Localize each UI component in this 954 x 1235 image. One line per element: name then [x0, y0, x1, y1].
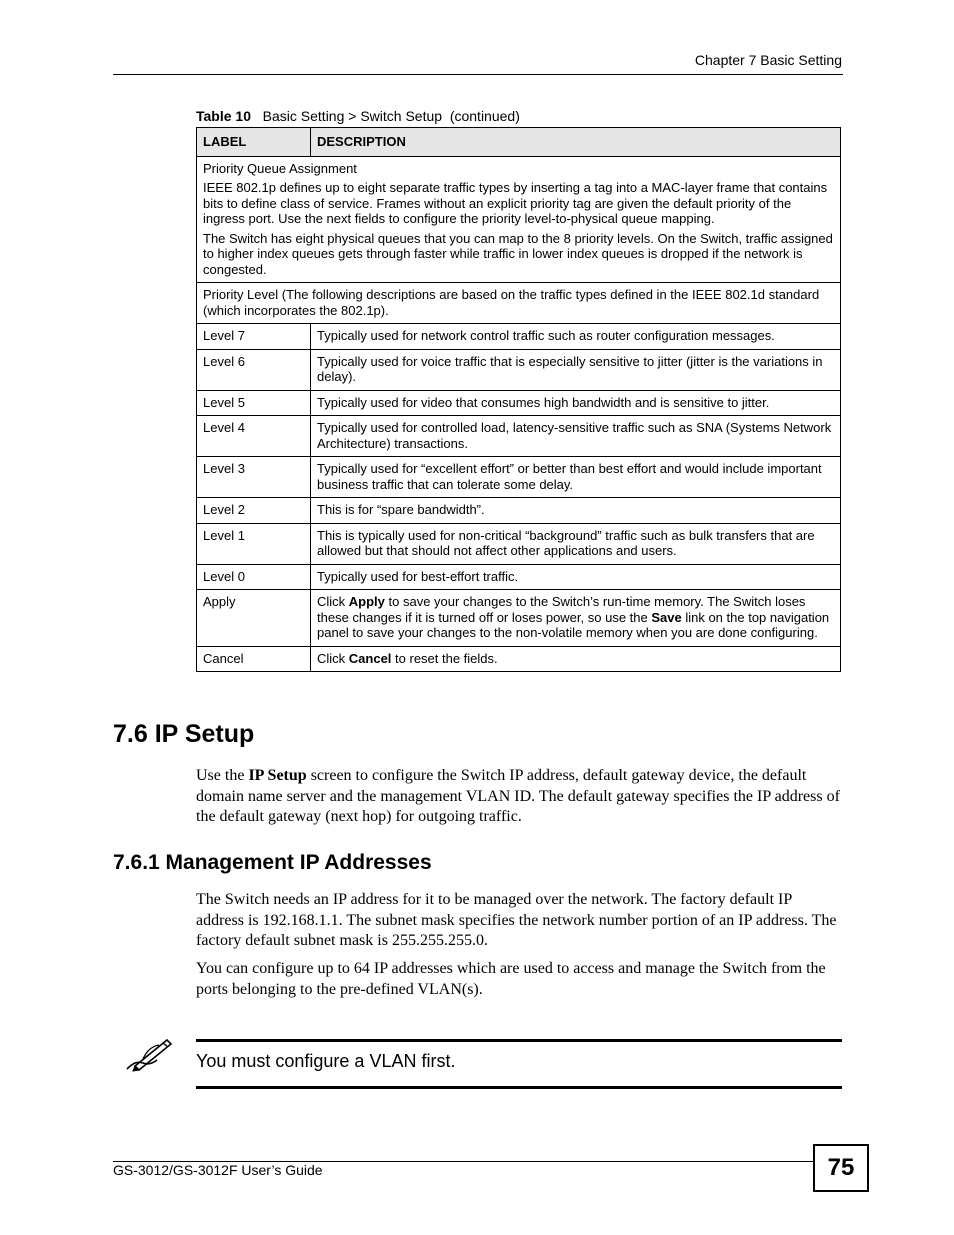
row-label: Cancel [197, 646, 311, 672]
row-description [311, 646, 841, 672]
desc-text: link on the top navigation panel to save your changes to the non-volatile memory when you are done configuring. [317, 609, 830, 640]
row-description: This is typically used for non-critical “background” traffic such as bulk transfers that are allowed but that should not affect other applications and users. [311, 523, 841, 564]
ip-setup-term: IP Setup [248, 767, 307, 784]
management-ip-paragraph: You can configure up to 64 IP addresses which are used to access and manage the Switch from the ports belonging to the pre-defined VLAN(s). [196, 960, 826, 998]
save-term: Save [651, 609, 682, 625]
desc-text: to reset the fields. [391, 650, 498, 666]
table-row [197, 324, 841, 350]
section-heading-management-ip: 7.6.1 Management IP Addresses [113, 851, 432, 874]
table-row [197, 498, 841, 524]
row-description: Typically used for network control traffic such as router configuration messages. [311, 324, 841, 350]
desc-text: Click [317, 594, 349, 609]
row-label: Level 6 [197, 349, 311, 390]
management-ip-paragraph: The Switch needs an IP address for it to be managed over the network. The factory default IP address is 192.168.1.1. The subnet mask specifies the network number portion of an IP address. The factory default subnet mask is 255.255.255.0. [196, 891, 837, 949]
row-label: Level 3 [197, 457, 311, 498]
note-text: You must configure a VLAN first. [196, 1051, 456, 1071]
table-title: Basic Setting > Switch Setup (continued) [262, 108, 520, 124]
pqa-title: Priority Queue Assignment [203, 160, 357, 176]
row-label: Apply [197, 590, 311, 647]
desc-text: to save your changes to the Switch’s run-time memory. The Switch loses these changes if it is turned off or loses power, so use the [317, 594, 806, 625]
row-description: This is for “spare bandwidth”. [311, 498, 841, 524]
table-row [197, 457, 841, 498]
running-header: Chapter 7 Basic Setting [694, 52, 842, 68]
table-header-row [197, 128, 841, 157]
page-number: 75 [813, 1144, 869, 1192]
table-row [197, 416, 841, 457]
cancel-term: Cancel [348, 650, 392, 666]
table-caption [196, 108, 520, 124]
table-row [197, 646, 841, 672]
row-description [311, 590, 841, 647]
body-text: screen to configure the Switch IP address, default gateway device, the default domain name server and the management VLAN ID. The default gateway specifies the IP address of the default gateway (next hop) for outgoing traffic. [196, 767, 840, 825]
apply-term: Apply [348, 594, 385, 609]
row-label: Level 1 [197, 523, 311, 564]
row-label: Level 7 [197, 324, 311, 350]
header-divider [113, 74, 843, 75]
body-text: Use the [196, 767, 249, 784]
section-heading-ip-setup: 7.6 IP Setup [113, 720, 255, 748]
pqa-paragraph: The Switch has eight physical queues that you can map to the 8 priority levels. On the Switch, traffic assigned to higher index queues gets through faster while traffic in lower index queues is dropped if the network is congested. [203, 230, 833, 277]
row-label: Level 2 [197, 498, 311, 524]
pqa-paragraph: IEEE 802.1p defines up to eight separate traffic types by inserting a tag into a MAC-layer frame that contains bits to define class of service. Frames without an explicit priority tag are given the default priority of the ingress port. Use the next fields to configure the priority level-to-physical queue mapping. [203, 180, 828, 226]
footer-guide-title: GS-3012/GS-3012F User’s Guide [113, 1162, 323, 1178]
row-label: Level 0 [197, 564, 311, 590]
settings-table [196, 127, 841, 672]
note-pencil-icon [123, 1036, 175, 1072]
row-description: Typically used for video that consumes high bandwidth and is sensitive to jitter. [311, 390, 841, 416]
row-description: Typically used for controlled load, latency-sensitive traffic such as SNA (Systems Network Architecture) transactions. [311, 416, 841, 457]
table-row [197, 523, 841, 564]
table-row [197, 590, 841, 647]
table-row [197, 283, 841, 324]
priority-queue-assignment-cell [197, 156, 841, 283]
table-row [197, 349, 841, 390]
column-header-description: DESCRIPTION [311, 128, 841, 157]
row-description: Typically used for best-effort traffic. [311, 564, 841, 590]
table-row [197, 390, 841, 416]
table-row [197, 564, 841, 590]
table-number: Table 10 [196, 108, 251, 124]
desc-text: Click [317, 650, 349, 666]
row-label: Level 5 [197, 390, 311, 416]
note-top-rule [196, 1039, 842, 1042]
priority-level-note: Priority Level (The following descriptions are based on the traffic types defined in the IEEE 802.1d standard (which incorporates the 802.1p). [197, 283, 841, 324]
row-label: Level 4 [197, 416, 311, 457]
table-row [197, 156, 841, 283]
column-header-label: LABEL [197, 128, 311, 157]
row-description: Typically used for “excellent effort” or better than best effort and would include important business traffic that can tolerate some delay. [311, 457, 841, 498]
row-description: Typically used for voice traffic that is especially sensitive to jitter (jitter is the variations in delay). [311, 349, 841, 390]
note-bottom-rule [196, 1086, 842, 1089]
ip-setup-paragraph [196, 766, 842, 828]
